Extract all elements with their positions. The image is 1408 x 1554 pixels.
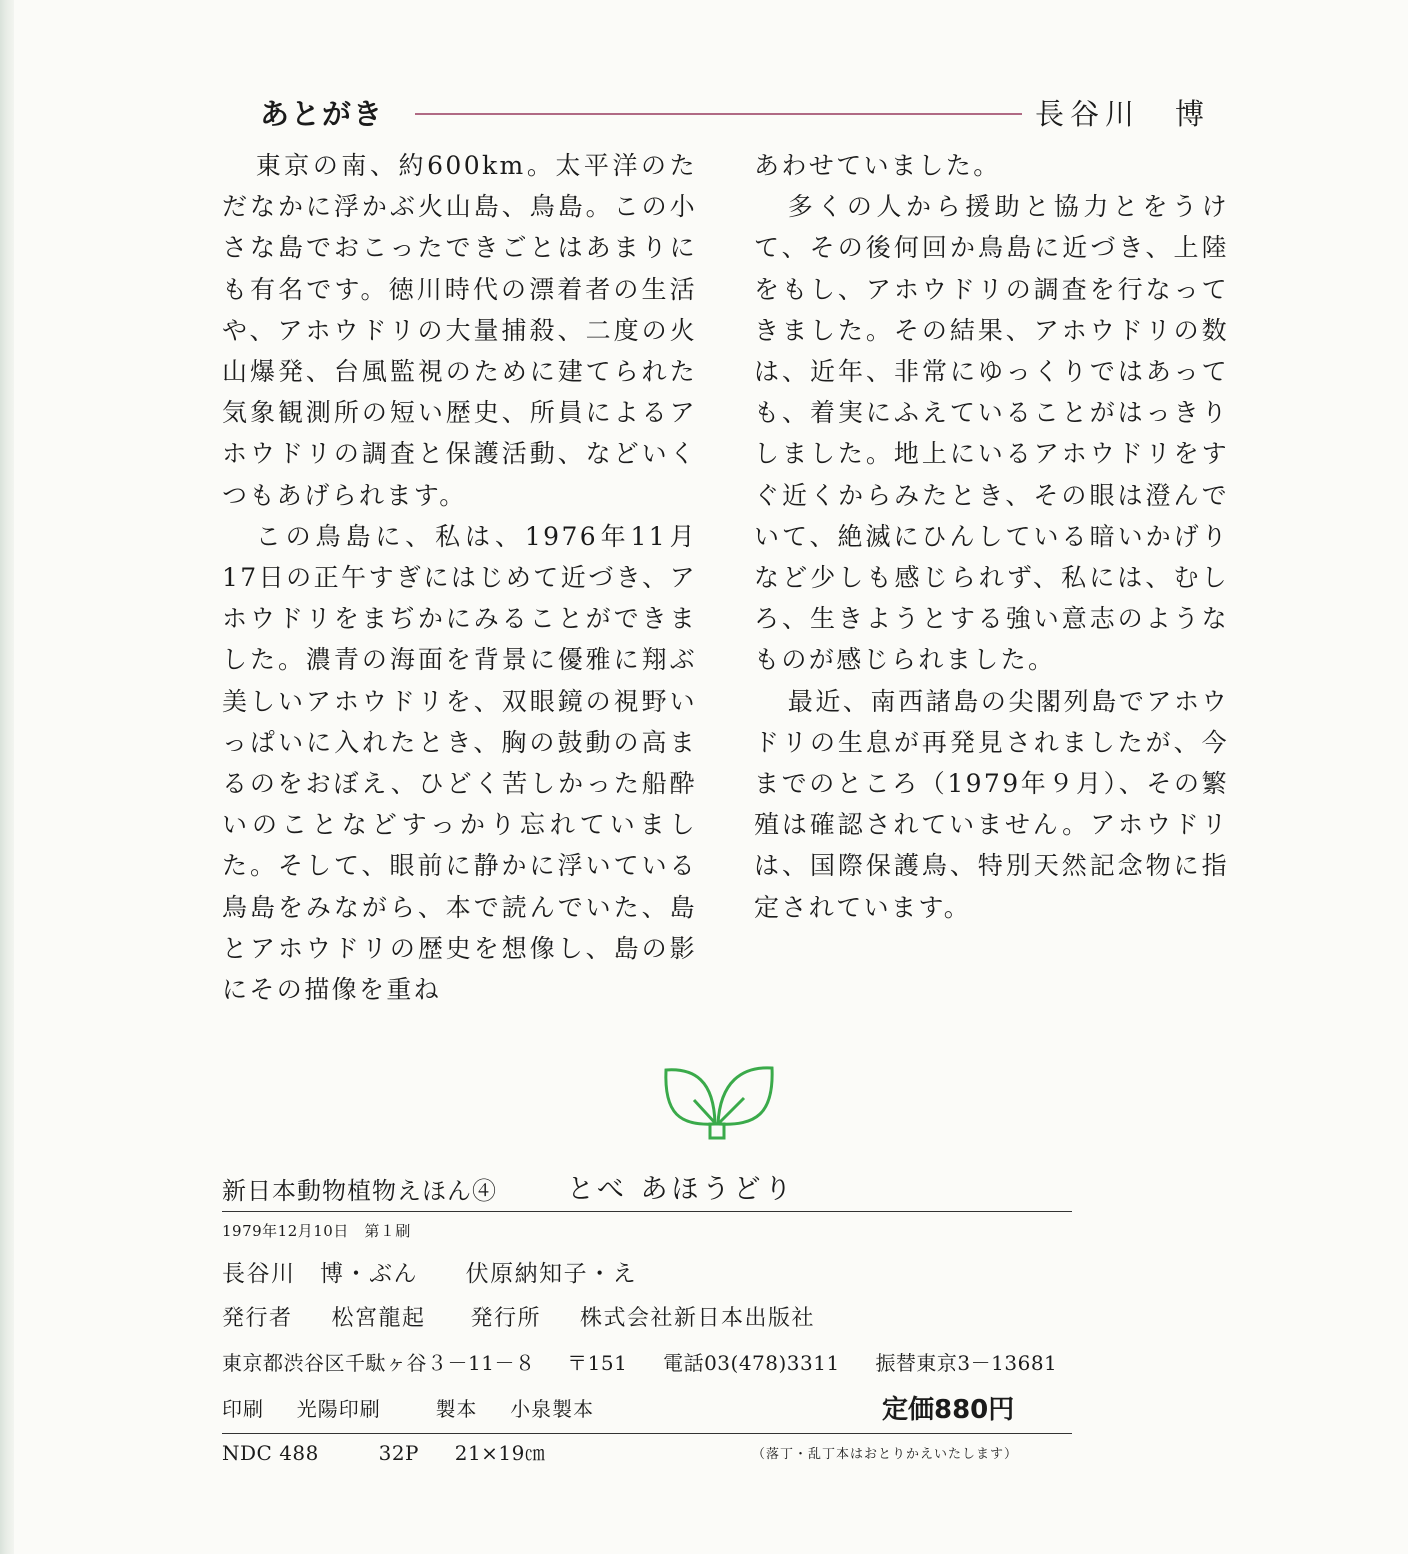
afterword-paragraph-2-continued: あわせていました。 <box>754 151 1001 180</box>
publisher-label: 発行者 <box>222 1306 293 1331</box>
publisher-name: 松宮龍起 <box>331 1306 426 1331</box>
page-count: 32P <box>378 1441 419 1465</box>
book-size: 21×19㎝ <box>454 1441 546 1465</box>
publisher-line <box>222 1301 815 1332</box>
afterword-paragraph-2: この鳥島に、私は、1976年11月17日の正午すぎにはじめて近づき、アホウドリをまぢかにみることができました。濃青の海面を背景に優雅に翔ぶ美しいアホウドリを、双眼鏡の視野いっぱいに入れたとき、胸の鼓動の高まるのをおぼえ、ひどく苦しかった船酔いのことなどすっかり忘れていました。そして、眼前に静かに浮いている鳥島をみながら、本で読んでいた、島とアホウドリの歴史を想像し、島の影にその描像を重ね <box>222 521 697 1005</box>
author-credit: 長谷川 博・ぶん <box>222 1261 418 1287</box>
illustrator-credit: 伏原納知子・え <box>465 1261 638 1287</box>
replacement-notice: （落丁・乱丁本はおとりかえいたします） <box>752 1447 1019 1462</box>
afterword-column-right <box>754 145 1229 928</box>
series-name: 新日本動物植物えほん④ <box>222 1177 497 1205</box>
catalog-line <box>222 1437 545 1466</box>
binder-label: 製本 <box>435 1397 478 1421</box>
header-rule <box>415 113 1022 115</box>
colophon-rule-top <box>222 1211 1072 1212</box>
page-edge <box>0 0 14 1554</box>
price: 定価880円 <box>882 1395 1015 1425</box>
afterword-paragraph-4: 最近、南西諸島の尖閣列島でアホウドリの生息が再発見されましたが、今までのところ（1979年９月）、その繁殖は確認されていません。アホウドリは、国際保護鳥、特別天然記念物に指定されています。 <box>754 686 1229 922</box>
print-line <box>222 1393 594 1422</box>
series-line <box>222 1165 1082 1205</box>
colophon-rule-bottom <box>222 1433 1072 1434</box>
publishing-house-label: 発行所 <box>470 1306 542 1331</box>
afterword-title: あとがき <box>260 97 385 131</box>
address-line <box>222 1347 1057 1376</box>
book-title: とべ あほうどり <box>567 1174 796 1205</box>
publishing-house: 株式会社新日本出版社 <box>580 1306 816 1331</box>
credits-line <box>222 1255 637 1288</box>
binder: 小泉製本 <box>510 1397 595 1421</box>
publication-date: 1979年12月10日 第１刷 <box>222 1222 411 1240</box>
colophon <box>222 1165 1082 1465</box>
afterword-paragraph-1: 東京の南、約600km。太平洋のただなかに浮かぶ火山島、鳥島。この小さな島でおこったできごとはあまりにも有名です。徳川時代の漂着者の生活や、アホウドリの大量捕殺、二度の火山爆発、台風監視のために建てられた気象観測所の短い歴史、所員によるアホウドリの調査と保護活動、などいくつもあげられます。 <box>222 151 697 510</box>
address: 東京都渋谷区千駄ヶ谷３－11－８ <box>222 1351 536 1375</box>
afterword-header <box>260 92 1210 136</box>
two-leaf-sprout-icon <box>660 1062 778 1142</box>
afterword-paragraph-3: 多くの人から援助と協力とをうけて、その後何回か鳥島に近づき、上陸をもし、アホウドリの調査を行なってきました。その結果、アホウドリの数は、近年、非常にゆっくりではあっても、着実にふえていることがはっきりしました。地上にいるアホウドリをすぐ近くからみたとき、その眼は澄んでいて、絶滅にひんしている暗いかげりなど少しも感じられず、私には、むしろ、生きようとする強い意志のようなものが感じられました。 <box>754 192 1229 675</box>
afterword-author: 長谷川 博 <box>1034 97 1210 131</box>
printer: 光陽印刷 <box>296 1397 381 1421</box>
phone-number: 電話03(478)3311 <box>663 1351 840 1375</box>
ndc-code: NDC 488 <box>222 1441 319 1465</box>
postal-code: 〒151 <box>567 1351 628 1375</box>
printer-label: 印刷 <box>222 1397 264 1421</box>
afterword-column-left <box>222 145 697 1010</box>
transfer-account: 振替東京3－13681 <box>875 1351 1058 1375</box>
